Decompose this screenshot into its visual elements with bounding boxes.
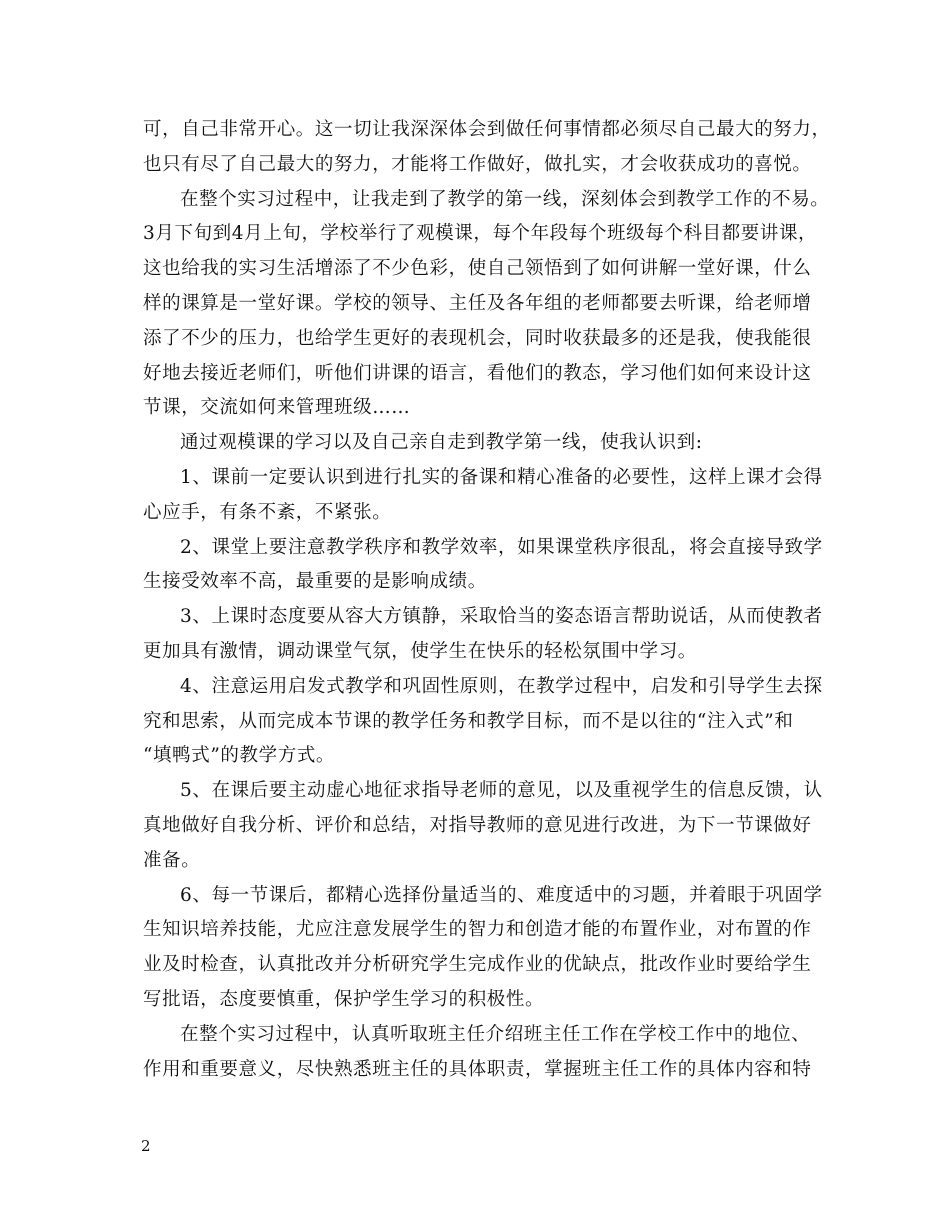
body-text	[143, 113, 831, 1087]
text-line: 在整个实习过程中，让我走到了教学的第一线，深刻体会到教学工作的不易。	[180, 188, 830, 210]
text-line: 5、在课后要主动虚心地征求指导老师的意见，以及重视学生的信息反馈，认	[180, 780, 823, 802]
text-line: 也只有尽了自己最大的努力，才能将工作做好，做扎实，才会收获成功的喜悦。	[143, 153, 812, 175]
text-line: 更加具有激情，调动课堂气氛，使学生在快乐的轻松氛围中学习。	[143, 640, 697, 662]
text-line: 可，自己非常开心。这一切让我深深体会到做任何事情都必须尽自己最大的努力，	[143, 119, 831, 140]
text-line: 这也给我的实习生活增添了不少色彩，使自己领悟到了如何讲解一堂好课，什么	[143, 258, 812, 280]
page-number: 2	[141, 1137, 151, 1155]
text-line: 生接受效率不高，最重要的是影响成绩。	[143, 571, 487, 593]
text-line: 心应手，有条不紊，不紧张。	[143, 501, 392, 523]
text-line: 添了不少的压力，也给学生更好的表现机会，同时收获最多的还是我，使我能很	[143, 327, 812, 349]
text-line: 在整个实习过程中，认真听取班主任介绍班主任工作在学校工作中的地位、	[180, 1023, 811, 1045]
text-line: 真地做好自我分析、评价和总结，对指导教师的意见进行改进，为下一节课做好	[143, 814, 812, 836]
text-line: 6、每一节课后，都精心选择份量适当的、难度适中的习题，并着眼于巩固学	[180, 884, 823, 906]
text-line: “填鸭式”的教学方式。	[143, 745, 336, 767]
text-line: 4、注意运用启发式教学和巩固性原则，在教学过程中，启发和引导学生去探	[180, 675, 823, 697]
text-line: 生知识培养技能，尤应注意发展学生的智力和创造才能的布置作业，对布置的作	[143, 919, 812, 941]
text-line: 2、课堂上要注意教学秩序和教学效率，如果课堂秩序很乱，将会直接导致学	[180, 536, 823, 558]
text-line: 写批语，态度要慎重，保护学生学习的积极性。	[143, 988, 545, 1010]
text-line: 样的课算是一堂好课。学校的领导、主任及各年组的老师都要去听课，给老师增	[143, 292, 812, 314]
text-line: 节课，交流如何来管理班级……	[143, 397, 411, 419]
text-line: 1、课前一定要认识到进行扎实的备课和精心准备的必要性，这样上课才会得	[180, 466, 823, 488]
text-line: 通过观模课的学习以及自己亲自走到教学第一线，使我认识到:	[180, 432, 703, 454]
text-line: 业及时检查，认真批改并分析研究学生完成作业的优缺点，批改作业时要给学生	[143, 954, 812, 976]
text-line: 究和思索，从而完成本节课的教学任务和教学目标，而不是以往的“注入式”和	[143, 710, 794, 732]
text-line: 好地去接近老师们，听他们讲课的语言，看他们的教态，学习他们如何来设计这	[143, 362, 812, 384]
text-line: 作用和重要意义，尽快熟悉班主任的具体职责，掌握班主任工作的具体内容和特	[143, 1058, 812, 1080]
text-line: 3月下旬到4月上旬，学校举行了观模课，每个年段每个班级每个科目都要讲课，	[143, 223, 818, 245]
text-line: 3、上课时态度要从容大方镇静，采取恰当的姿态语言帮助说话，从而使教者	[180, 606, 823, 628]
text-line: 准备。	[143, 849, 201, 871]
